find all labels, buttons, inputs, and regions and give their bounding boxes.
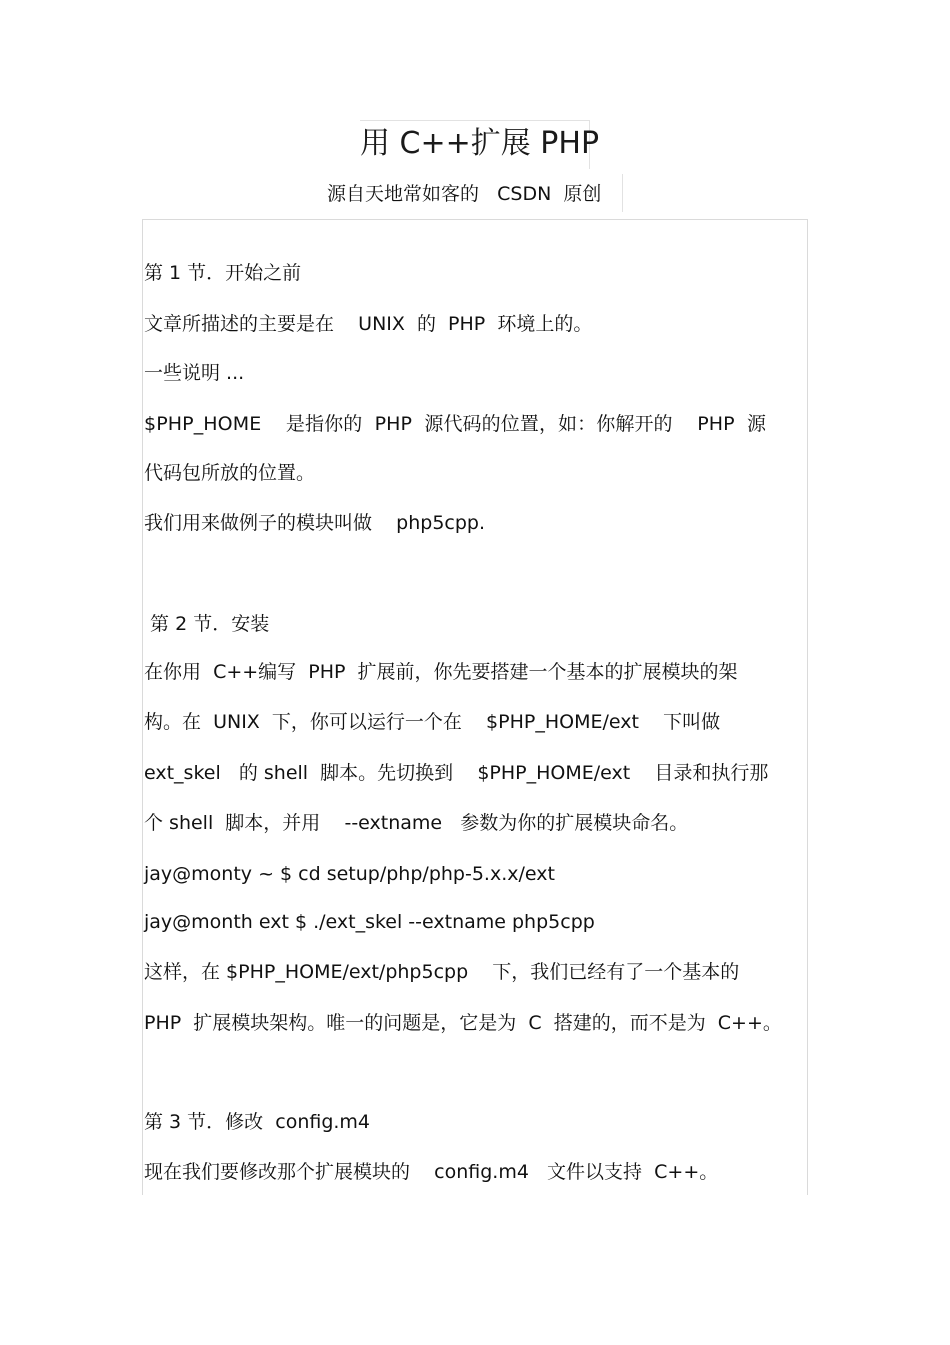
section-2-heading: 第 2 节．安装 [144,613,270,635]
paragraph-line: 在你用 C++编写 PHP 扩展前，你先要搭建一个基本的扩展模块的架 [144,661,738,683]
paragraph-line: 构。在 UNIX 下，你可以运行一个在 $PHP_HOME/ext 下叫做 [144,711,721,733]
paragraph-line: 代码包所放的位置。 [144,462,316,484]
document-subtitle: 源自天地常如客的 CSDN 原创 [327,183,602,205]
paragraph-line: 现在我们要修改那个扩展模块的 config.m4 文件以支持 C++。 [144,1161,719,1183]
paragraph-line: 一些说明 ... [144,362,245,384]
paragraph-line: PHP 扩展模块架构。唯一的问题是，它是为 C 搭建的，而不是为 C++。 [144,1012,782,1034]
code-line: jay@monty ~ $ cd setup/php/php-5.x.x/ext [144,863,555,885]
document-title: 用 C++扩展 PHP [360,126,600,161]
code-line: jay@month ext $ ./ext_skel --extname php5cpp [144,911,595,933]
paragraph-line: 个 shell 脚本，并用 --extname 参数为你的扩展模块命名。 [144,812,689,834]
paragraph-line: $PHP_HOME 是指你的 PHP 源代码的位置，如：你解开的 PHP 源 [144,413,767,435]
paragraph-line: ext_skel 的 shell 脚本。先切换到 $PHP_HOME/ext 目录和执行那 [144,762,769,784]
paragraph-line: 这样，在 $PHP_HOME/ext/php5cpp 下，我们已经有了一个基本的 [144,961,740,983]
section-1-heading: 第 1 节．开始之前 [144,262,302,284]
section-3-heading: 第 3 节．修改 config.m4 [144,1111,371,1133]
paragraph-line: 文章所描述的主要是在 UNIX 的 PHP 环境上的。 [144,313,593,335]
paragraph-line: 我们用来做例子的模块叫做 php5cpp. [144,512,486,534]
